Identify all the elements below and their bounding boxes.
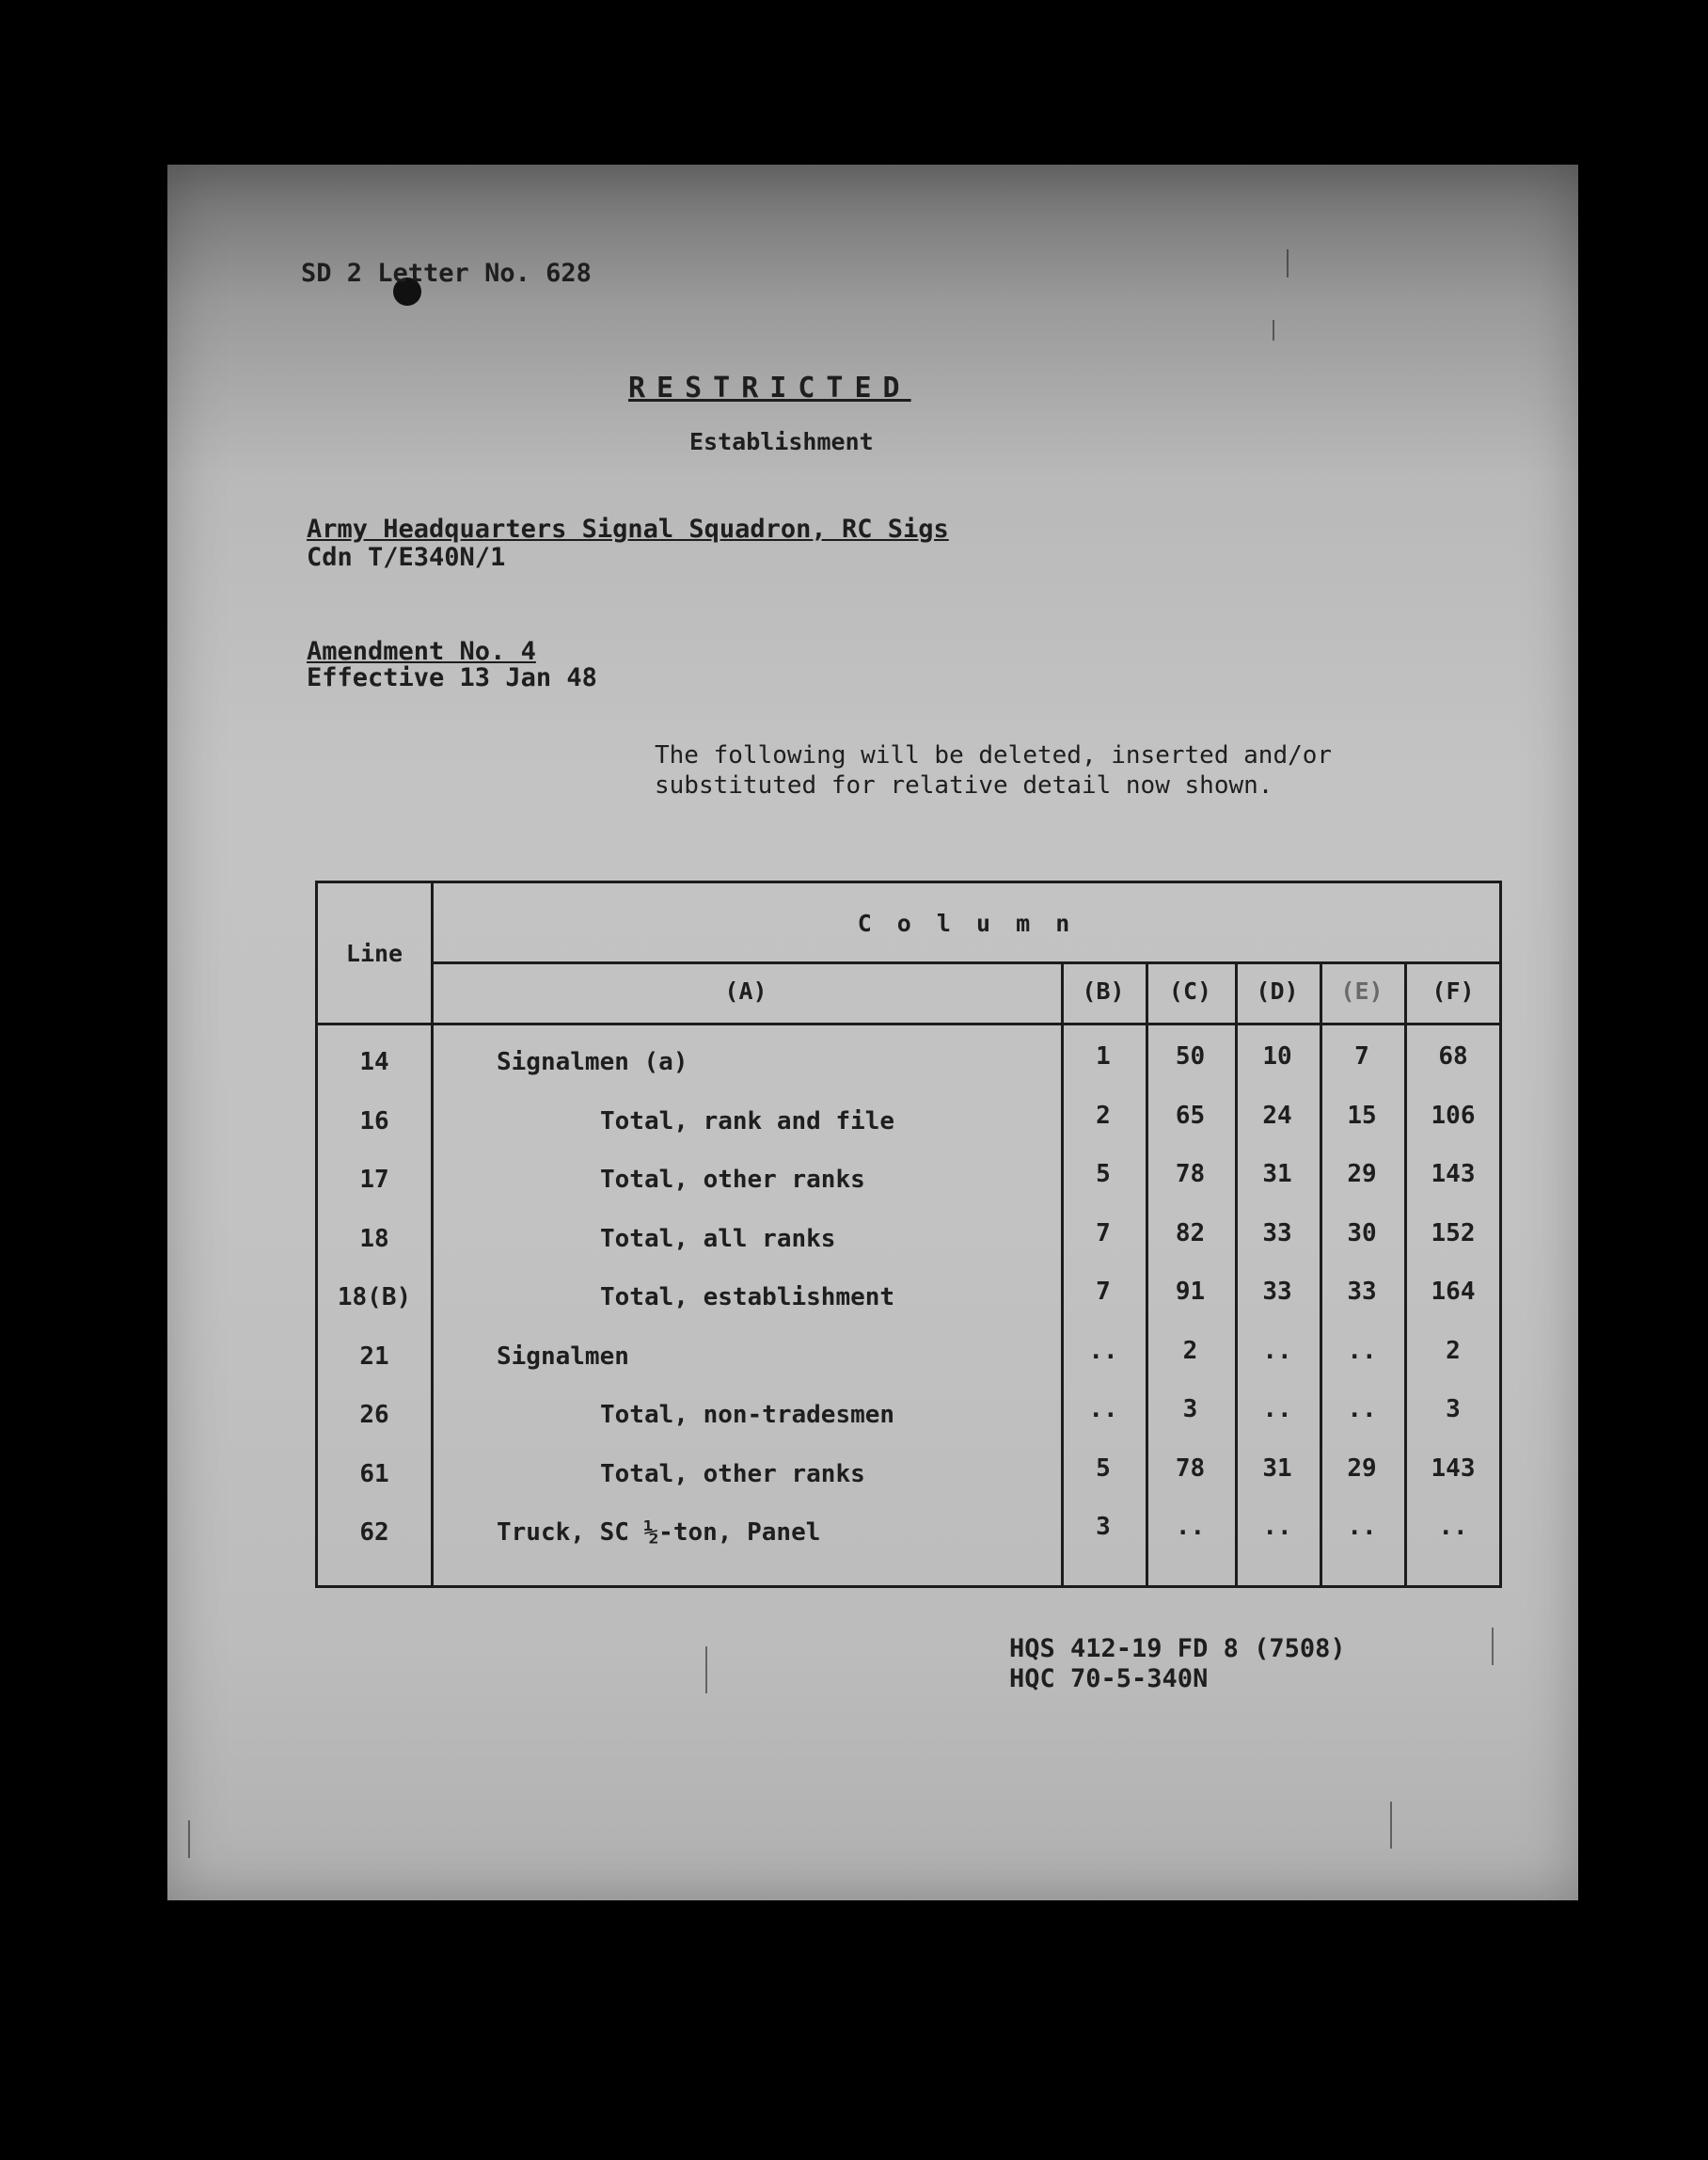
row-col-e: .. <box>1347 1513 1377 1541</box>
row-col-d: 31 <box>1262 1160 1292 1188</box>
row-col-e: 15 <box>1347 1101 1377 1130</box>
row-col-b: 7 <box>1096 1278 1111 1306</box>
row-col-e: 29 <box>1347 1160 1377 1188</box>
scratch-mark <box>1390 1802 1392 1849</box>
row-col-b: 5 <box>1096 1453 1111 1483</box>
row-description: Signalmen (a) <box>497 1048 688 1076</box>
col-b-label: (B) <box>1082 977 1125 1005</box>
row-col-d: .. <box>1262 1395 1292 1423</box>
scratch-mark <box>1287 249 1289 278</box>
row-col-b: .. <box>1088 1336 1118 1365</box>
row-col-b: 1 <box>1096 1042 1111 1071</box>
row-description: Total, non-tradesmen <box>600 1401 895 1429</box>
line-header: Line <box>345 940 403 967</box>
row-col-c: 2 <box>1182 1336 1198 1365</box>
row-line-number: 21 <box>359 1342 389 1371</box>
file-reference-1: HQS 412-19 FD 8 (7508) <box>1009 1634 1346 1663</box>
row-col-d: 24 <box>1262 1101 1292 1130</box>
row-col-f: 143 <box>1431 1453 1476 1483</box>
row-col-f: 3 <box>1446 1395 1461 1423</box>
row-col-f: 164 <box>1431 1278 1476 1306</box>
row-col-d: 33 <box>1262 1278 1292 1306</box>
scratch-mark <box>188 1820 190 1858</box>
amendment-table <box>315 881 1502 1588</box>
row-col-c: 82 <box>1175 1218 1206 1247</box>
col-a-label: (A) <box>724 977 767 1005</box>
row-col-d: .. <box>1262 1336 1292 1365</box>
scratch-mark <box>1273 320 1274 341</box>
row-col-d: .. <box>1262 1513 1292 1541</box>
row-col-c: 3 <box>1182 1395 1198 1423</box>
row-line-number: 18(B) <box>337 1283 412 1311</box>
row-col-c: 78 <box>1175 1160 1206 1188</box>
row-col-d: 31 <box>1262 1453 1292 1483</box>
col-d-label: (D) <box>1256 977 1299 1005</box>
effective-date: Effective 13 Jan 48 <box>307 663 597 692</box>
row-col-c: 50 <box>1175 1042 1206 1071</box>
row-line-number: 16 <box>359 1106 389 1136</box>
row-description: Total, other ranks <box>600 1459 865 1488</box>
col-f-label: (F) <box>1431 977 1475 1005</box>
col-e-label: (E) <box>1340 977 1384 1005</box>
row-col-f: 106 <box>1431 1101 1476 1130</box>
row-col-b: 2 <box>1096 1101 1111 1130</box>
document-type: Establishment <box>689 428 874 455</box>
scratch-mark <box>1492 1628 1494 1665</box>
row-col-e: .. <box>1347 1336 1377 1365</box>
amendment-number: Amendment No. 4 <box>307 637 536 666</box>
row-line-number: 14 <box>359 1048 389 1076</box>
row-line-number: 61 <box>359 1459 389 1488</box>
row-col-e: .. <box>1347 1395 1377 1423</box>
row-col-b: 7 <box>1096 1218 1111 1247</box>
row-description: Truck, SC ½-ton, Panel <box>497 1518 821 1547</box>
classification-heading: RESTRICTED <box>628 372 911 405</box>
col-c-label: (C) <box>1168 977 1212 1005</box>
row-col-e: 29 <box>1347 1453 1377 1483</box>
unit-name: Army Headquarters Signal Squadron, RC Sigs <box>307 515 949 544</box>
document-page <box>167 165 1578 1900</box>
row-col-f: 68 <box>1438 1042 1468 1071</box>
row-description: Signalmen <box>497 1342 629 1371</box>
row-description: Total, other ranks <box>600 1166 865 1194</box>
letter-reference: SD 2 Letter No. 628 <box>301 259 592 288</box>
intro-paragraph: The following will be deleted, inserted and/or substituted for relative detail now shown. <box>655 741 1333 800</box>
row-col-f: 143 <box>1431 1160 1476 1188</box>
scratch-mark <box>705 1646 707 1693</box>
column-header-rule <box>431 961 1499 964</box>
row-description: Total, all ranks <box>600 1224 836 1253</box>
row-col-f: 152 <box>1431 1218 1476 1247</box>
row-col-c: 91 <box>1175 1278 1206 1306</box>
file-reference-2: HQC 70-5-340N <box>1009 1664 1209 1693</box>
row-col-b: .. <box>1088 1395 1118 1423</box>
row-col-b: 3 <box>1096 1513 1111 1541</box>
row-line-number: 26 <box>359 1401 389 1429</box>
row-description: Total, rank and file <box>600 1106 895 1136</box>
row-line-number: 18 <box>359 1224 389 1253</box>
row-col-e: 7 <box>1354 1042 1369 1071</box>
row-col-f: 2 <box>1446 1336 1461 1365</box>
row-col-c: 65 <box>1175 1101 1206 1130</box>
row-col-d: 33 <box>1262 1218 1292 1247</box>
row-description: Total, establishment <box>600 1283 895 1311</box>
row-col-d: 10 <box>1262 1042 1292 1071</box>
row-col-e: 33 <box>1347 1278 1377 1306</box>
row-col-e: 30 <box>1347 1218 1377 1247</box>
row-col-c: 78 <box>1175 1453 1206 1483</box>
row-line-number: 62 <box>359 1518 389 1547</box>
unit-code: Cdn T/E340N/1 <box>307 543 506 572</box>
row-col-f: .. <box>1438 1513 1468 1541</box>
row-col-b: 5 <box>1096 1160 1111 1188</box>
column-header: C o l u m n <box>857 910 1076 937</box>
row-col-c: .. <box>1175 1513 1206 1541</box>
row-line-number: 17 <box>359 1166 389 1194</box>
